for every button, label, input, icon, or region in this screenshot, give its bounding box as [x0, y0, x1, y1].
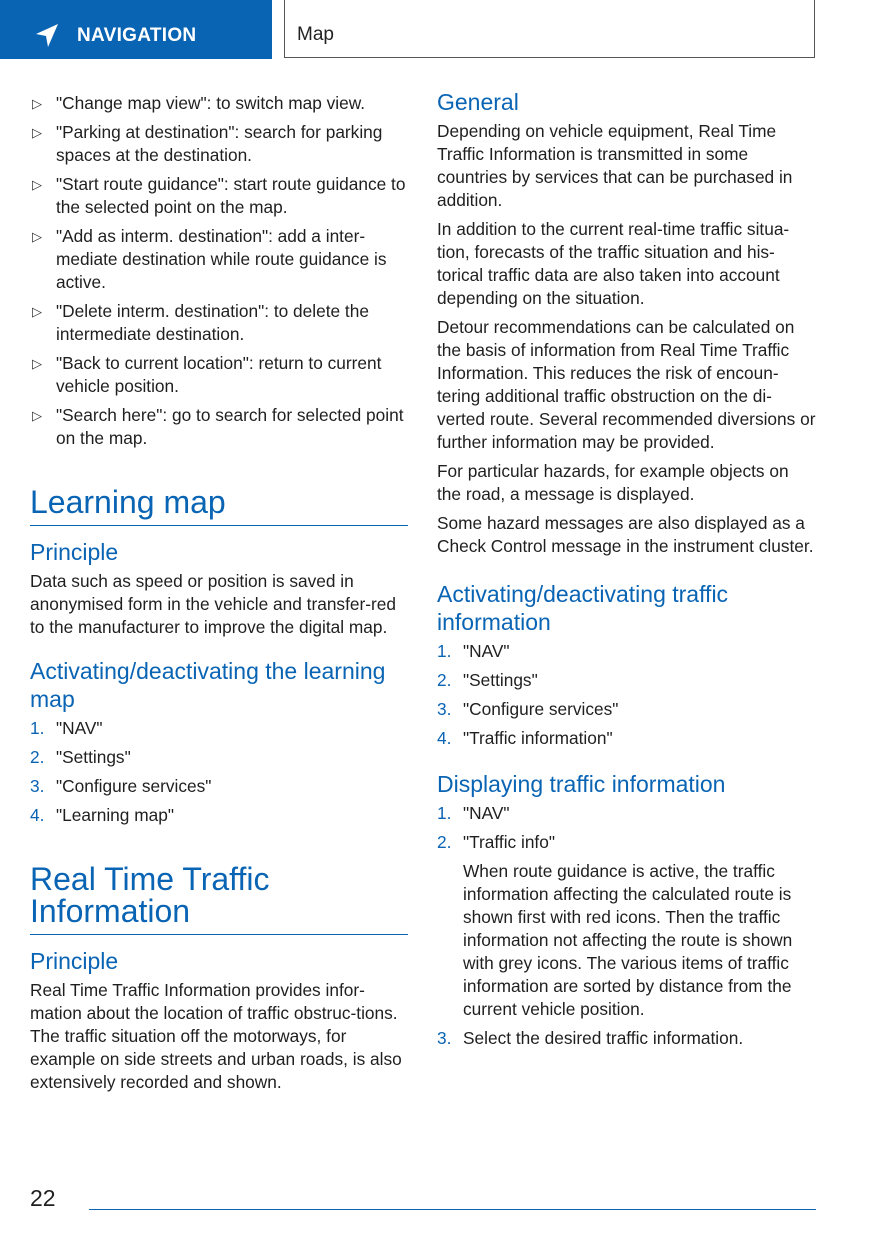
triangle-bullet-icon: ▷ [32, 125, 42, 140]
traffic-display-heading: Displaying traffic information [437, 771, 726, 797]
rtti-principle-text: Real Time Traffic Information provides infor-mation about the location of traffic obstruc-tions. The traffic situation off the motorways, for example on side streets and urban roads, is also extensively recorded and shown. [30, 980, 402, 1092]
list-item: 4. "Learning map" [30, 805, 174, 825]
learning-principle-heading: Principle [30, 539, 119, 565]
list-item: 1. "NAV" [437, 803, 510, 823]
triangle-bullet-icon: ▷ [32, 177, 42, 192]
right-column [437, 88, 817, 1056]
section-tab [284, 0, 815, 58]
list-item: 3. "Configure services" [30, 776, 212, 796]
map-menu-list [30, 92, 408, 450]
triangle-bullet-icon: ▷ [32, 356, 42, 371]
list-item: ▷ "Add as interm. destination": add a inter-mediate destination while route guidance is active. [32, 226, 387, 292]
triangle-bullet-icon: ▷ [32, 408, 42, 423]
list-item: ▷ "Back to current location": return to current vehicle position. [32, 353, 382, 396]
list-item: ▷ "Parking at destination": search for parking spaces at the destination. [32, 122, 383, 165]
page-number: 22 [30, 1185, 56, 1211]
list-item: 1. "NAV" [437, 641, 510, 661]
general-paragraph: Depending on vehicle equipment, Real Time Traffic Information is transmitted in some countries by services that can be purchased in addition. [437, 121, 793, 210]
list-item: 1. "NAV" [30, 718, 103, 738]
general-paragraph: For particular hazards, for example objects on the road, a message is displayed. [437, 461, 789, 504]
left-column [30, 88, 408, 1100]
triangle-bullet-icon: ▷ [32, 229, 42, 244]
learning-steps [30, 717, 408, 827]
general-heading: General [437, 89, 519, 115]
triangle-bullet-icon: ▷ [32, 304, 42, 319]
traffic-display-step3 [437, 1027, 817, 1050]
list-item: ▷ "Delete interm. destination": to delete the intermediate destination. [32, 301, 369, 344]
traffic-display-steps [437, 802, 817, 854]
list-item: 2. "Traffic info" [437, 832, 555, 852]
footer-rule [89, 1209, 816, 1210]
rtti-title: Real Time Traffic Information [30, 863, 408, 935]
list-item: 4. "Traffic information" [437, 728, 613, 748]
list-item: ▷ "Start route guidance": start route guidance to the selected point on the map. [32, 174, 406, 217]
traffic-activate-steps [437, 640, 817, 750]
list-item: 2. "Settings" [437, 670, 538, 690]
learning-map-title: Learning map [30, 486, 408, 526]
rtti-principle-heading: Principle [30, 948, 119, 974]
traffic-activate-heading: Activating/deactivating traffic information [437, 581, 729, 635]
list-item: ▷ "Change map view": to switch map view. [32, 93, 366, 113]
chapter-tab-label: NAVIGATION [77, 25, 197, 46]
general-paragraph: Some hazard messages are also displayed as a Check Control message in the instrument cluster. [437, 513, 814, 556]
list-item: ▷ "Search here": go to search for selected point on the map. [32, 405, 404, 448]
list-item: 3. "Configure services" [437, 699, 619, 719]
learning-activate-heading: Activating/deactivating the learning map [30, 658, 386, 712]
general-paragraph: In addition to the current real-time traffic situa-tion, forecasts of the traffic situation and his-torical traffic data are also taken into account depending on the situation. [437, 219, 790, 308]
list-item: 3. Select the desired traffic information. [437, 1028, 744, 1048]
chapter-tab [0, 0, 272, 59]
list-item: 2. "Settings" [30, 747, 131, 767]
navigation-arrow-icon [34, 23, 60, 49]
section-tab-label: Map [297, 24, 334, 45]
triangle-bullet-icon: ▷ [32, 96, 42, 111]
general-paragraph: Detour recommendations can be calculated on the basis of information from Real Time Traffic Information. This reduces the risk of encoun-tering additional traffic obstruction on the di-verted route. Several recommended diversions or further information may be provided. [437, 317, 816, 452]
learning-principle-text: Data such as speed or position is saved in anonymised form in the vehicle and transfer-red to the manufacturer to improve the digital map. [30, 571, 396, 637]
traffic-display-note: When route guidance is active, the traffic information affecting the calculated route is shown first with red icons. Then the traffic information not affecting the route is shown with grey icons. The various items of traffic information are sorted by distance from the current vehicle position. [463, 861, 793, 1019]
